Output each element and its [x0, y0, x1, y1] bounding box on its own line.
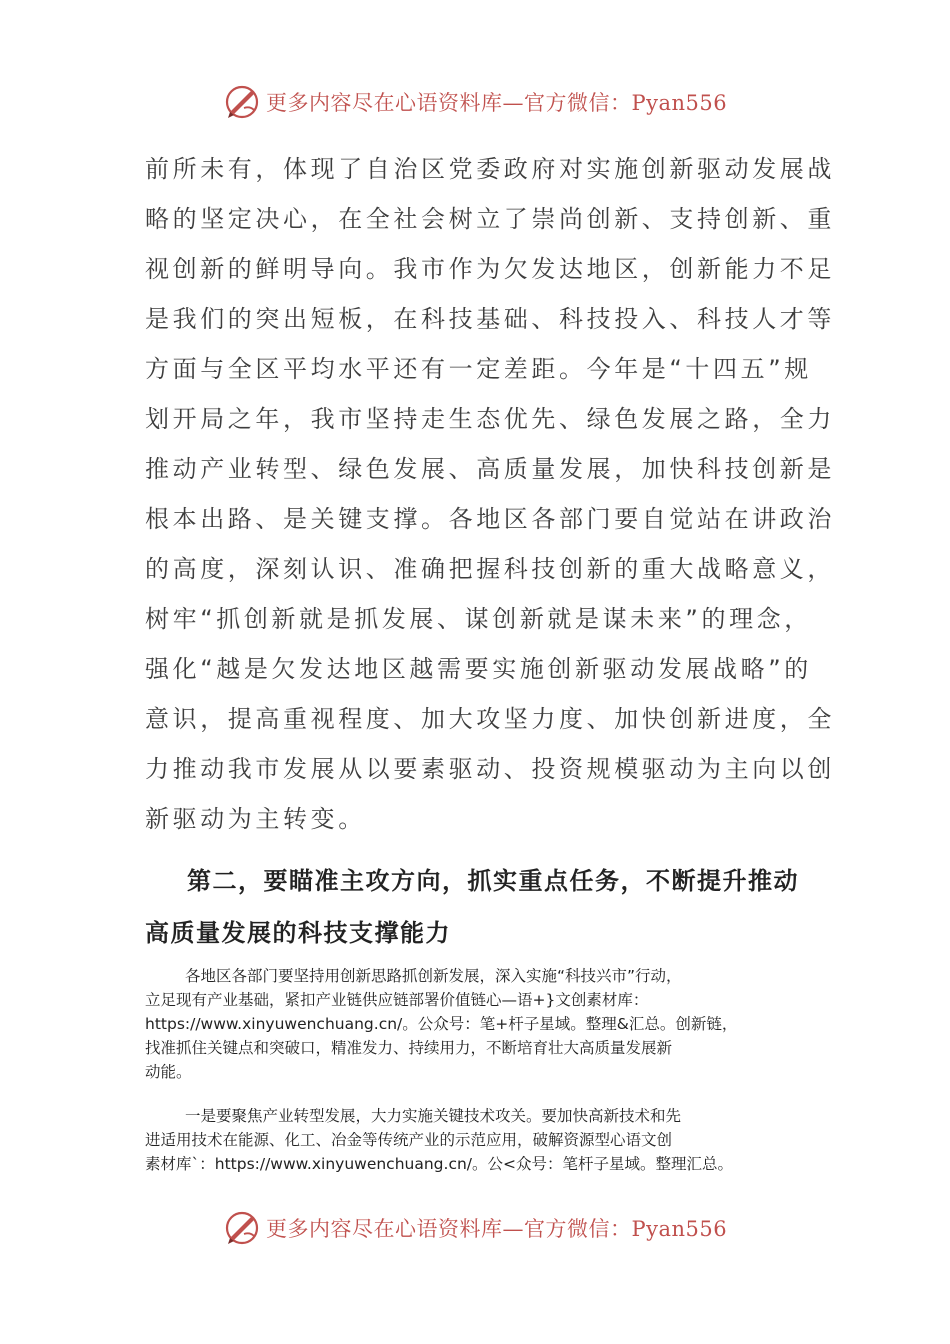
- paragraph-line: https://www.xinyuwenchuang.cn/。公众号：笔+杆子星域。整理&汇总。创新链，: [145, 1015, 738, 1033]
- body-line: 前所未有，体现了自治区党委政府对实施创新驱动发展战: [145, 155, 835, 183]
- pen-logo-icon: [222, 1208, 262, 1248]
- heading-line: 第二，要瞄准主攻方向，抓实重点任务，不断提升推动: [187, 867, 799, 895]
- body-line: 略的坚定决心，在全社会树立了崇尚创新、支持创新、重: [145, 205, 835, 233]
- pen-logo-icon: [222, 82, 262, 122]
- body-line: 的高度，深刻认识、准确把握科技创新的重大战略意义，: [145, 555, 835, 583]
- paragraph-two: [145, 1104, 813, 1176]
- paragraph-line: 素材库`：https://www.xinyuwenchuang.cn/。公<众号：笔杆子星域。整理汇总。: [145, 1155, 733, 1173]
- body-line: 力推动我市发展从以要素驱动、投资规模驱动为主向以创: [145, 755, 835, 783]
- body-line: 强化“越是欠发达地区越需要实施创新驱动发展战略”的: [145, 655, 812, 683]
- header-banner-text: 更多内容尽在心语资料库—官方微信：Pyan556: [266, 91, 728, 115]
- body-line: 意识，提高重视程度、加大攻坚力度、加快创新进度，全: [145, 705, 835, 733]
- body-line: 方面与全区平均水平还有一定差距。今年是“十四五”规: [145, 355, 812, 383]
- paragraph-line: 动能。: [145, 1063, 192, 1081]
- body-line: 推动产业转型、绿色发展、高质量发展，加快科技创新是: [145, 455, 835, 483]
- heading-line: 高质量发展的科技支撑能力: [145, 919, 451, 947]
- body-line: 划开局之年，我市坚持走生态优先、绿色发展之路，全力: [145, 405, 835, 433]
- paragraph-line: 立足现有产业基础，紧扣产业链供应链部署价值链心—语+}文创素材库：: [145, 991, 649, 1009]
- body-line: 树牢“抓创新就是抓发展、谋创新就是谋未来”的理念，: [145, 605, 812, 633]
- footer-banner-text: 更多内容尽在心语资料库—官方微信：Pyan556: [266, 1217, 728, 1241]
- body-line: 视创新的鲜明导向。我市作为欠发达地区，创新能力不足: [145, 255, 835, 283]
- paragraph-line: 一是要聚焦产业转型发展，大力实施关键技术攻关。要加快高新技术和先: [185, 1107, 682, 1125]
- section-heading: [145, 855, 810, 959]
- body-line: 是我们的突出短板，在科技基础、科技投入、科技人才等: [145, 305, 835, 333]
- header-banner: [222, 82, 742, 122]
- paragraph-line: 各地区各部门要坚持用创新思路抓创新发展，深入实施“科技兴市”行动，: [185, 967, 682, 985]
- body-line: 根本出路、是关键支撑。各地区各部门要自觉站在讲政治: [145, 505, 835, 533]
- body-line: 新驱动为主转变。: [145, 805, 366, 833]
- paragraph-line: 找准抓住关键点和突破口，精准发力、持续用力，不断培育壮大高质量发展新: [145, 1039, 673, 1057]
- paragraph-line: 进适用技术在能源、化工、冶金等传统产业的示范应用，破解资源型心语文创: [145, 1131, 673, 1149]
- paragraph-one: [145, 964, 813, 1084]
- body-paragraph: [145, 144, 835, 844]
- footer-banner: [222, 1208, 742, 1248]
